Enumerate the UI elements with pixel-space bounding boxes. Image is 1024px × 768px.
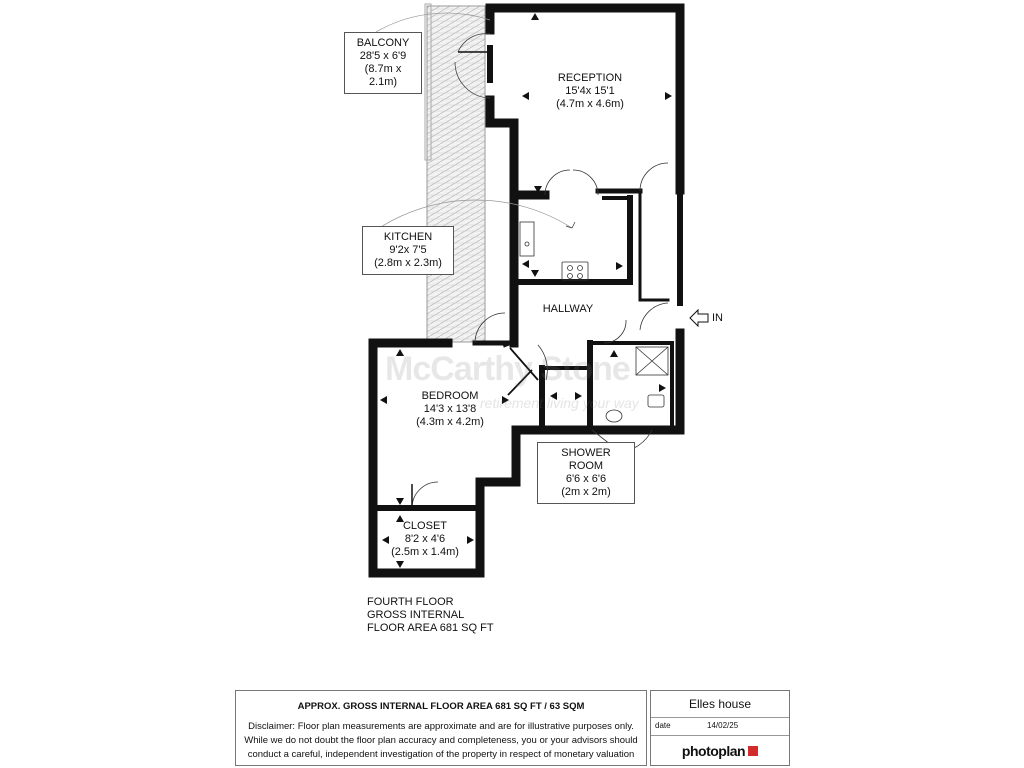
bedroom-name: BEDROOM (421, 390, 479, 402)
closet-label (385, 520, 465, 559)
photoplan-logo-icon (748, 746, 758, 756)
balcony-label (344, 32, 422, 94)
balcony-area (427, 6, 485, 342)
footer-disclaimer-line1: Disclaimer: Floor plan measurements are approximate and are for illustrative purposes only. (248, 721, 634, 732)
date-row (651, 718, 789, 736)
date-value: 14/02/25 (707, 721, 739, 730)
shower-room-dims-metric: (2m x 2m) (561, 486, 611, 498)
kitchen-name: KITCHEN (383, 231, 433, 243)
reception-label (545, 72, 635, 111)
brand-watermark-tagline: retirement living your way (480, 395, 639, 411)
shower-room-dims-imperial: 6'6 x 6'6 (565, 473, 607, 485)
hallway-label (534, 303, 602, 316)
bedroom-dims-metric: (4.3m x 4.2m) (416, 416, 484, 428)
footer-disclaimer-box (235, 690, 647, 766)
kitchen-dims-imperial: 9'2x 7'5 (389, 244, 427, 256)
floor-info-line2: GROSS INTERNAL (367, 609, 465, 621)
balcony-name: BALCONY (356, 37, 410, 49)
date-label: date (655, 721, 671, 730)
closet-dims-metric: (2.5m x 1.4m) (391, 546, 459, 558)
kitchen-dims-metric: (2.8m x 2.3m) (374, 257, 442, 269)
shower-room-label (537, 442, 635, 504)
balcony-dims-imperial: 28'5 x 6'9 (359, 50, 407, 62)
reception-dims-metric: (4.7m x 4.6m) (556, 98, 624, 110)
kitchen-label (362, 226, 454, 275)
brand-watermark: McCarthy Stone (385, 350, 630, 388)
footer-disclaimer-line2: While we do not doubt the floor plan accuracy and completeness, you or your advisors should (244, 735, 638, 746)
photoplan-logo (651, 736, 789, 759)
floor-info-line3: FLOOR AREA 681 SQ FT (367, 622, 494, 634)
reception-dims-imperial: 15'4x 15'1 (565, 85, 615, 97)
footer-headline: APPROX. GROSS INTERNAL FLOOR AREA 681 SQ FT / 63 SQM (297, 701, 585, 712)
photoplan-logo-text: photoplan (681, 743, 746, 759)
closet-name: CLOSET (402, 520, 447, 532)
kitchen-fittings (520, 163, 668, 280)
bedroom-label (405, 390, 495, 429)
entrance-label: IN (712, 312, 723, 324)
footer-property-box (650, 690, 790, 766)
shower-room-name: SHOWER ROOM (561, 447, 611, 472)
footer-disclaimer-line3: conduct a careful, independent investigation of the property in respect of monetary valuation (247, 749, 635, 760)
floor-info (367, 596, 494, 635)
balcony-dims-metric: (8.7m x 2.1m) (364, 63, 402, 88)
bedroom-dims-imperial: 14'3 x 13'8 (423, 403, 477, 415)
hallway-name: HALLWAY (542, 303, 594, 315)
closet-dims-imperial: 8'2 x 4'6 (404, 533, 446, 545)
entrance-arrow-icon (690, 310, 708, 326)
reception-name: RECEPTION (557, 72, 623, 84)
floor-info-line1: FOURTH FLOOR (367, 596, 454, 608)
property-name: Elles house (651, 691, 789, 718)
